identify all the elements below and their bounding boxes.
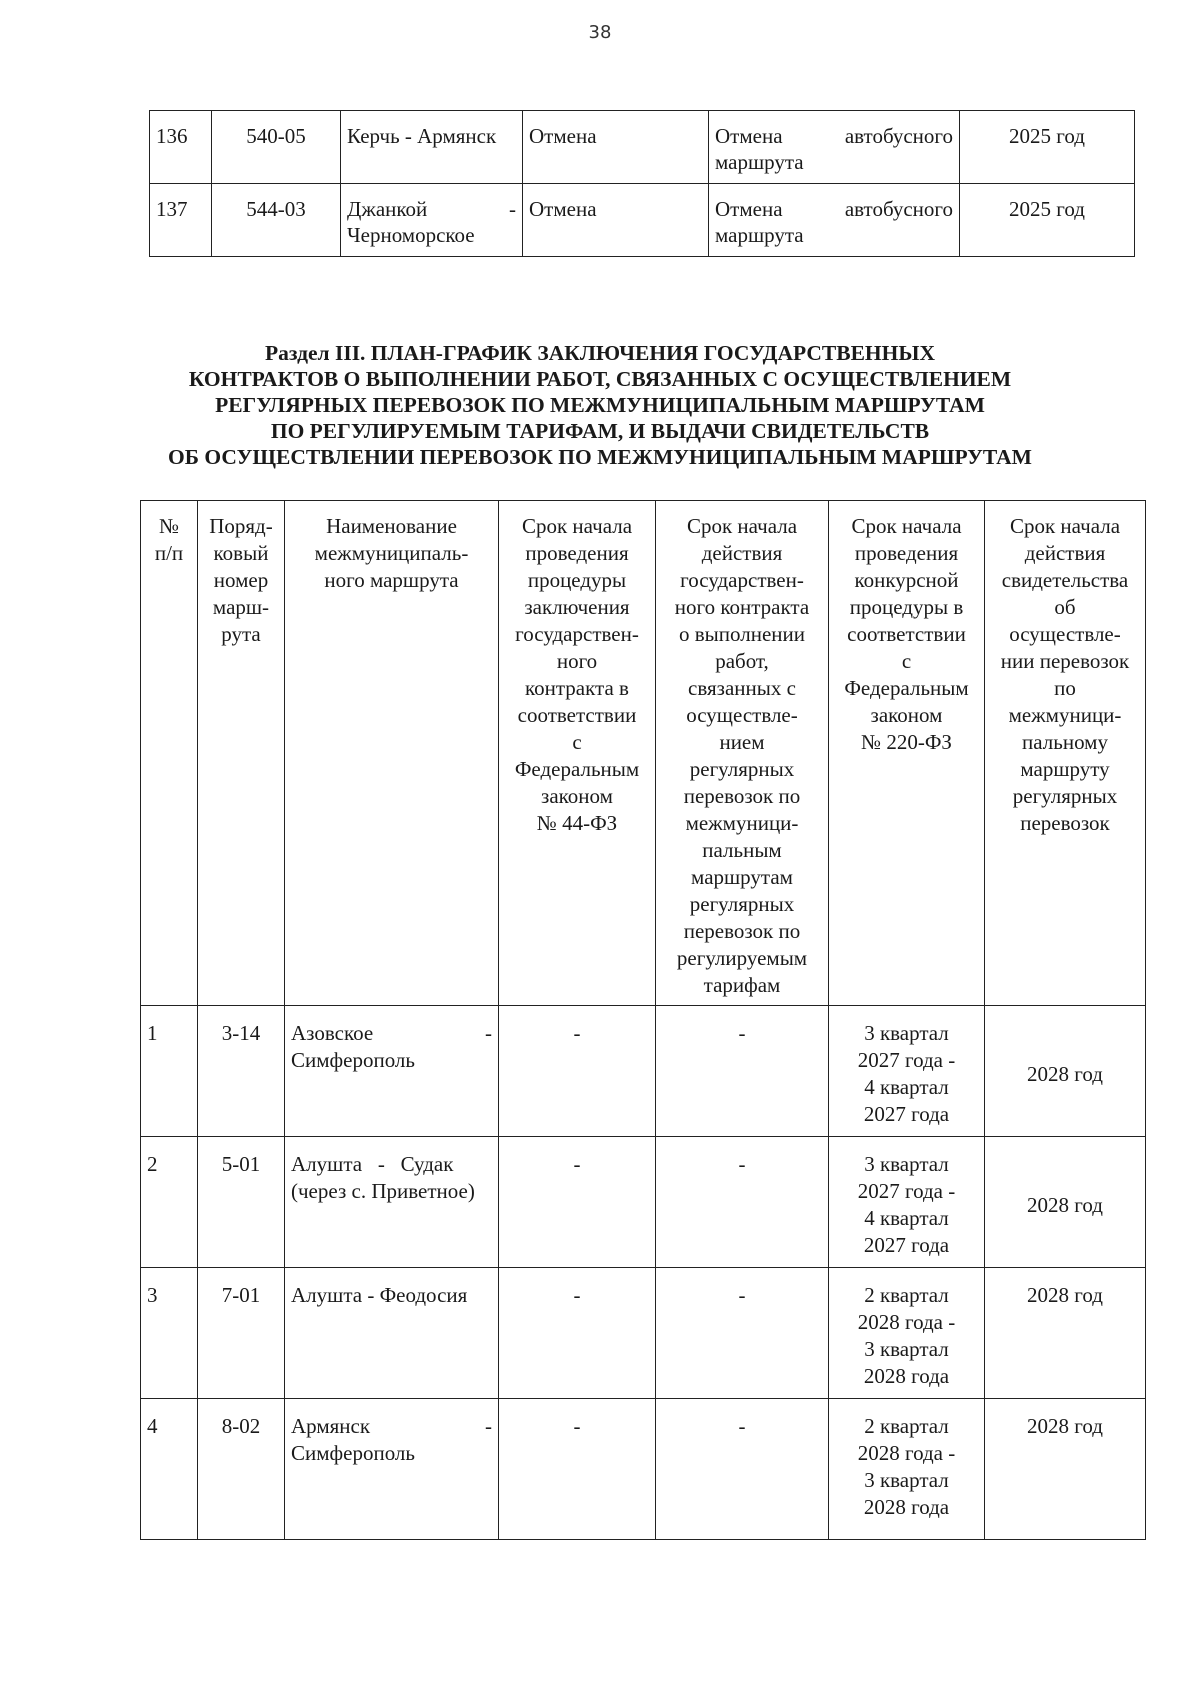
table-row [141, 1268, 1146, 1399]
row-number: 1 [141, 1006, 198, 1137]
routes-cancellation-table [149, 110, 1135, 257]
section-heading-line: КОНТРАКТОВ О ВЫПОЛНЕНИИ РАБОТ, СВЯЗАННЫХ С ОСУЩЕСТВЛЕНИЕМ [188, 367, 1012, 391]
contract-procedure-date: - [499, 1006, 656, 1137]
route-number: 540-05 [212, 111, 341, 184]
competition-date: 3 квартал 2027 года - 4 квартал 2027 года [829, 1137, 985, 1268]
section-heading-line: Раздел III. ПЛАН-ГРАФИК ЗАКЛЮЧЕНИЯ ГОСУДАРСТВЕННЫХ [264, 341, 936, 365]
certificate-date: 2028 год [985, 1399, 1146, 1540]
table-header-row [141, 501, 1146, 1006]
row-number: 136 [150, 111, 212, 184]
route-name: Армянск - Симферополь [285, 1399, 499, 1540]
contract-start-date: - [656, 1137, 829, 1268]
table-row [141, 1137, 1146, 1268]
route-number: 3-14 [198, 1006, 285, 1137]
row-number: 4 [141, 1399, 198, 1540]
competition-date: 2 квартал 2028 года - 3 квартал 2028 года [829, 1399, 985, 1540]
section-heading [0, 340, 1200, 470]
route-number: 8-02 [198, 1399, 285, 1540]
competition-date: 3 квартал 2027 года - 4 квартал 2027 года [829, 1006, 985, 1137]
route-name: Алушта - Судак (через с. Приветное) [285, 1137, 499, 1268]
header-route-number: Поряд- ковый номер марш- рута [198, 501, 285, 1006]
certificate-date: 2028 год [985, 1268, 1146, 1399]
table-row [141, 1006, 1146, 1137]
header-contract-start: Срок начала действия государствен- ного контракта о выполнении работ, связанных с осуществле- нием регулярных перевозок по межмуници- пальным маршрутам регулярных перевозок по регулируемым тарифам [656, 501, 829, 1006]
row-number: 2 [141, 1137, 198, 1268]
action: Отмена [523, 184, 709, 257]
header-competition: Срок начала проведения конкурсной процедуры в соответствии с Федеральным законом № 220-ФЗ [829, 501, 985, 1006]
contract-procedure-date: - [499, 1399, 656, 1540]
page-number: 38 [588, 22, 612, 43]
contract-start-date: - [656, 1006, 829, 1137]
section-heading-line: ПО РЕГУЛИРУЕМЫМ ТАРИФАМ, И ВЫДАЧИ СВИДЕТЕЛЬСТВ [270, 419, 930, 443]
route-number: 7-01 [198, 1268, 285, 1399]
contract-procedure-date: - [499, 1137, 656, 1268]
action-description: Отмена автобусного маршрута [709, 184, 960, 257]
row-number: 3 [141, 1268, 198, 1399]
table-row [150, 184, 1135, 257]
route-name: Азовское - Симферополь [285, 1006, 499, 1137]
section-heading-line: РЕГУЛЯРНЫХ ПЕРЕВОЗОК ПО МЕЖМУНИЦИПАЛЬНЫМ МАРШРУТАМ [215, 393, 985, 417]
contract-procedure-date: - [499, 1268, 656, 1399]
header-contract-procedure: Срок начала проведения процедуры заключения государствен- ного контракта в соответствии с Федеральным законом № 44-ФЗ [499, 501, 656, 1006]
competition-date: 2 квартал 2028 года - 3 квартал 2028 года [829, 1268, 985, 1399]
certificate-date: 2028 год [985, 1006, 1146, 1137]
row-number: 137 [150, 184, 212, 257]
contracts-schedule-table [140, 500, 1146, 1540]
route-number: 544-03 [212, 184, 341, 257]
route-name: Джанкой - Черноморское [341, 184, 523, 257]
table-row [141, 1399, 1146, 1540]
action-description: Отмена автобусного маршрута [709, 111, 960, 184]
year: 2025 год [960, 184, 1135, 257]
route-name: Керчь - Армянск [341, 111, 523, 184]
contract-start-date: - [656, 1268, 829, 1399]
table-row [150, 111, 1135, 184]
certificate-date: 2028 год [985, 1137, 1146, 1268]
action: Отмена [523, 111, 709, 184]
header-certificate: Срок начала действия свидетельства об осуществле- нии перевозок по межмуници- пальному маршруту регулярных перевозок [985, 501, 1146, 1006]
header-route-name: Наименование межмуниципаль- ного маршрута [285, 501, 499, 1006]
contract-start-date: - [656, 1399, 829, 1540]
header-number: № п/п [141, 501, 198, 1006]
year: 2025 год [960, 111, 1135, 184]
route-number: 5-01 [198, 1137, 285, 1268]
section-heading-line: ОБ ОСУЩЕСТВЛЕНИИ ПЕРЕВОЗОК ПО МЕЖМУНИЦИПАЛЬНЫМ МАРШРУТАМ [168, 445, 1032, 469]
route-name: Алушта - Феодосия [285, 1268, 499, 1399]
